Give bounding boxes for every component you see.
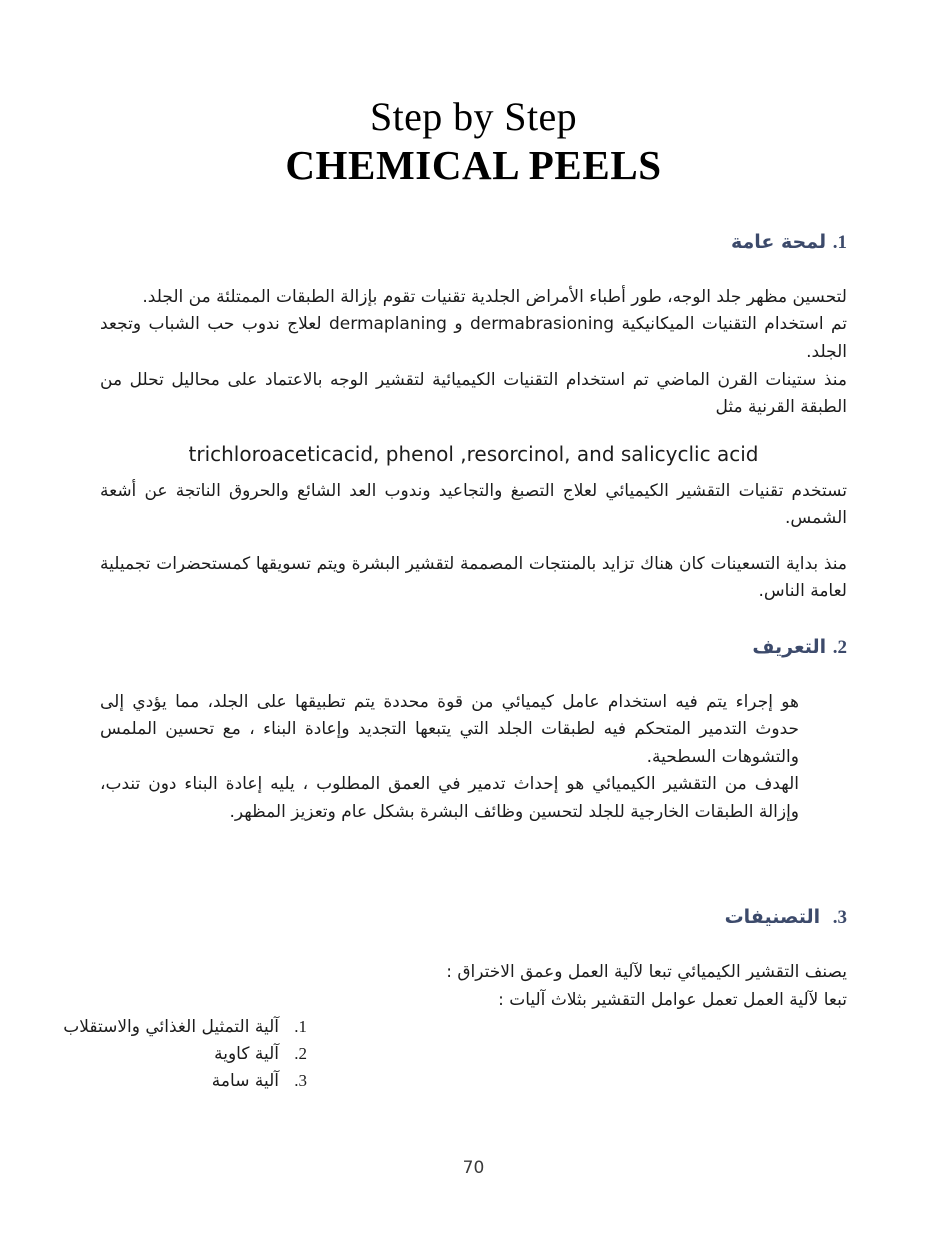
section-3-intro-line-2: تبعا لآلية العمل تعمل عوامل التقشير بثلاث آليات : [498,989,847,1010]
list-item [100,1041,307,1068]
section-heading-2 [100,636,847,659]
section-1-chemicals-line: trichloroaceticacid, phenol ,resorcinol, and salicyclic acid [188,441,759,466]
list-item-number: 2. [294,1044,307,1064]
section-1-paragraph-1-line-2: تم استخدام التقنيات الميكانيكية dermabrasioning و dermaplaning لعلاج ندوب حب الشباب وتجعد الجلد. [100,314,847,362]
list-item [63,1014,307,1041]
title-line-1: Step by Step [369,94,578,139]
section-2-number: 2. [832,636,847,658]
section-1-number: 1. [832,231,847,253]
section-2-paragraph-2: الهدف من التقشير الكيميائي هو إحداث تدمير في العمق المطلوب ، يليه إعادة البناء دون تندب، وإزالة الطبقات الخارجية للجلد لتحسين وظائف البشرة بشكل عام وتعزيز المظهر. [100,774,799,822]
section-1-paragraph-4: منذ بداية التسعينات كان هناك تزايد بالمنتجات المصممة لتقشير البشرة ويتم تسويقها كمستحضرات تجميلية لعامة الناس. [100,553,847,602]
section-1-paragraph-1-line-1: لتحسين مظهر جلد الوجه، طور أطباء الأمراض الجلدية تقنيات تقوم بإزالة الطبقات الممتلئة من الجلد. [142,286,847,307]
section-2-paragraph-1: هو إجراء يتم فيه استخدام عامل كيميائي من قوة محددة يتم تطبيقها على الجلد، مما يؤدي إلى حدوث التدمير المتحكم فيه لطبقات الجلد التي يتبعها التجديد وإعادة البناء ، مع تحسين الملمس والتشوهات السطحية. [100,691,799,767]
section-3-title: التصنيفات [724,906,821,929]
list-item-label: آلية التمثيل الغذائي والاستقلاب [63,1017,279,1038]
section-heading-3 [100,906,847,929]
section-1-title: لمحة عامة [731,230,827,253]
section-3-intro-line-1: يصنف التقشير الكيميائي تبعا لآلية العمل وعمق الاختراق : [446,962,847,983]
list-item [100,1068,307,1095]
section-heading-1 [100,231,847,254]
document-title-block [100,0,847,189]
section-2-title: التعريف [752,635,827,658]
page-number: 70 [462,1158,485,1178]
section-3-mechanism-list [63,1014,847,1094]
list-item-label: آلية كاوية [214,1044,279,1065]
section-1-paragraph-2: منذ ستينات القرن الماضي تم استخدام التقنيات الكيميائية لتقشير الوجه بالاعتماد على محاليل تحلل من الطبقة القرنية مثل [100,369,847,418]
list-item-number: 3. [294,1071,307,1091]
list-item-number: 1. [294,1017,307,1037]
section-1-paragraph-3: تستخدم تقنيات التقشير الكيميائي لعلاج التصبغ والتجاعيد وندوب العد الشائع والحروق الناتجة عن أشعة الشمس. [100,480,847,529]
list-item-label: آلية سامة [211,1071,279,1092]
title-line-2: CHEMICAL PEELS [285,141,662,188]
section-3-number: 3. [832,907,847,929]
